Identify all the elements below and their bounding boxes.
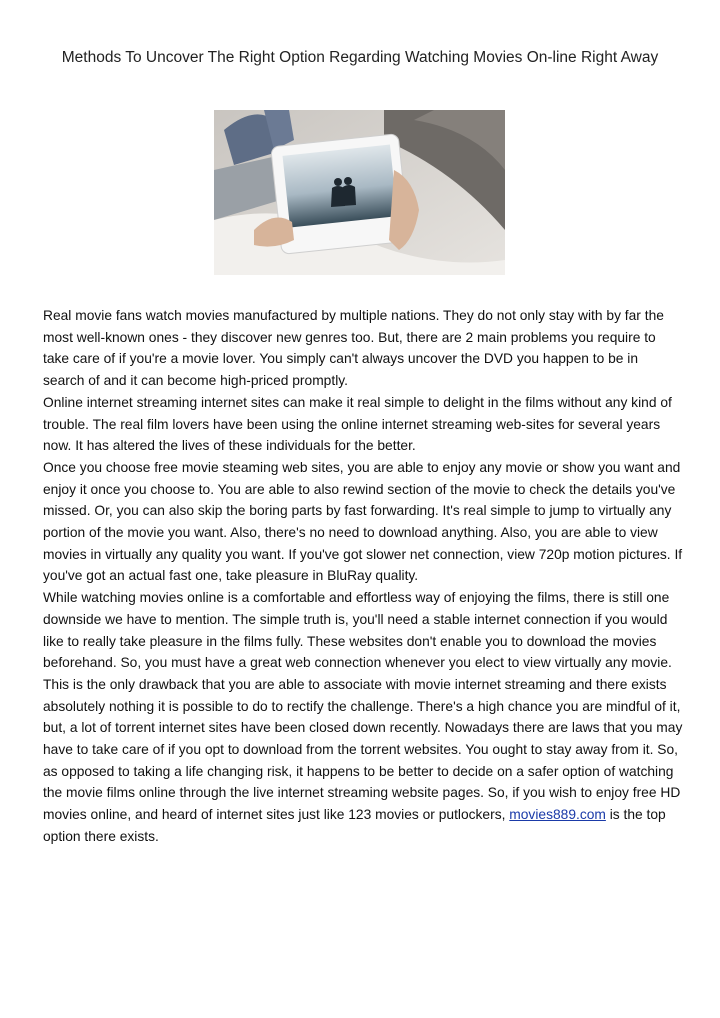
paragraph-text: is the top option there exists. [43, 807, 666, 844]
paragraph: Once you choose free movie steaming web sites, you are able to enjoy any movie or show you want and enjoy it once you choose to. You are able to also rewind section of the movie to check the details you've missed. Or, you can also skip the boring parts by fast forwarding. It's real simple to jump to virtually any portion of the movie you want. Also, there's no need to download anything. Also, you are able to view movies in virtually any quality you want. If you've got slower net connection, view 720p motion pictures. If you've got an actual fast one, take pleasure in BluRay quality. [43, 459, 683, 584]
document-title: Methods To Uncover The Right Option Regarding Watching Movies On-line Right Away [61, 49, 659, 66]
paragraph-with-link [43, 587, 683, 847]
article-body [43, 305, 683, 848]
paragraph: Real movie fans watch movies manufactured by multiple nations. They do not only stay with by far the most well-known ones - they discover new genres too. But, there are 2 main problems you require to take care of if you're a movie lover. You simply can't always uncover the DVD you happen to be in search of and it can become high-priced promptly. [43, 308, 664, 389]
hero-image-person-watching-tablet [214, 110, 505, 275]
paragraph-text: While watching movies online is a comfortable and effortless way of enjoying the films, there is still one downside we have to mention. The simple truth is, you'll need a stable internet connection if you would like to really take pleasure in the films fully. These websites don't enable you to download the movies beforehand. So, you must have a great web connection whenever you elect to view virtually any movie. This is the only drawback that you are able to associate with movie internet streaming and there exists absolutely nothing it is possible to do to rectify the challenge. There's a high chance you are mindful of it, but, a lot of torrent internet sites have been closed down recently. Nowadays there are laws that you may have to take care of if you opt to download from the torrent websites. You ought to stay away from it. So, as opposed to taking a life changing risk, it happens to be better to decide on a safer option of watching the movie films online through the live internet streaming website pages. So, if you wish to enjoy free HD movies online, and heard of internet sites just like 123 movies or putlockers, [43, 590, 683, 823]
paragraph: Online internet streaming internet sites can make it real simple to delight in the films without any kind of trouble. The real film lovers have been using the online internet streaming web-sites for several years now. It has altered the lives of these individuals for the better. [43, 394, 672, 454]
movies889-link[interactable]: movies889.com [509, 807, 606, 823]
